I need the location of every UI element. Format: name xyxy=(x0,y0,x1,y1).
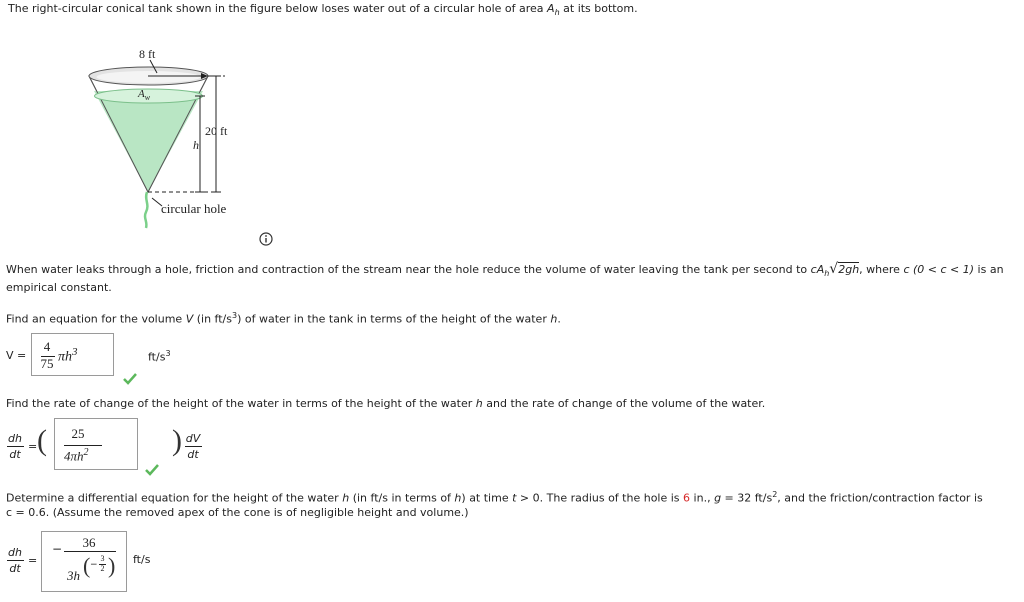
q3-prompt-line2: c = 0.6. (Assume the removed apex of the cone is of negligible height and volume.) xyxy=(6,506,469,519)
info-icon[interactable] xyxy=(259,232,273,246)
height-label: 20 ft xyxy=(205,124,228,138)
q2-correct-check-icon xyxy=(145,464,159,476)
q3-answer-box[interactable] xyxy=(41,531,127,592)
q2-prompt: Find the rate of change of the height of the water in terms of the height of the water h and the rate of change of the volume of the water. xyxy=(6,397,766,410)
q3-answer-numerator: 36 xyxy=(82,535,96,550)
q3-dt: dt xyxy=(9,562,21,575)
leak-stream xyxy=(145,192,147,228)
q2-answer-denominator: $4\pi h^2$ xyxy=(64,447,89,464)
q1-prompt: Find an equation for the volume V (in $ft/s^3$) of water in the tank in terms of the height of the water h. xyxy=(6,311,561,326)
q2-dt: dt xyxy=(9,448,21,461)
q1-answer-body: $\pi h^3$ xyxy=(58,346,78,365)
h-label: h xyxy=(193,138,199,152)
water-volume xyxy=(94,91,203,192)
intro-text: The right-circular conical tank shown in the figure below loses water out of a circular hole of area $A_h$ at its bottom. xyxy=(8,2,638,18)
q3-exp-minus: − xyxy=(90,560,98,570)
q1-answer-numerator: 4 xyxy=(43,339,51,354)
q3-exp-denominator: 2 xyxy=(100,564,105,573)
hole-radius-value: 6 xyxy=(683,491,691,505)
water-area-label: $A_w$ xyxy=(138,88,151,103)
q2-dh: dh xyxy=(8,432,22,445)
q1-lhs: V = xyxy=(6,349,27,362)
q2-left-paren: ( xyxy=(37,424,47,457)
q2-equals: = xyxy=(28,440,38,453)
q1-unit: $ft/s^3$ xyxy=(148,349,171,364)
leak-paragraph-line2: empirical constant. xyxy=(6,281,112,294)
q1-answer-denominator: 75 xyxy=(40,356,54,371)
hole-label: circular hole xyxy=(161,201,227,216)
q3-answer-denominator: 3h xyxy=(67,568,80,583)
q3-exp-left-paren: ( xyxy=(83,553,91,578)
q3-exp-numerator: 3 xyxy=(100,554,105,563)
q3-answer-minus: − xyxy=(52,542,63,556)
q3-prompt-line1: Determine a differential equation for the height of the water h (in ft/s in terms of h) at time t > 0. The radius of the hole is 6 in., g = 32 $ft/s^2$, and the friction/contraction factor is xyxy=(6,490,983,505)
q2-answer-box[interactable] xyxy=(54,418,138,470)
q3-unit: ft/s xyxy=(133,553,151,566)
leak-paragraph-line1: When water leaks through a hole, friction and contraction of the stream near the hole reduce the volume of water leaving the tank per second to $cA_h√2gh$, where c (0 < c < 1) is an xyxy=(6,261,1004,279)
q3-dh: dh xyxy=(8,546,22,559)
q1-answer-box[interactable] xyxy=(31,333,114,376)
top-radius-label: 8 ft xyxy=(139,47,156,61)
q2-dV: dV xyxy=(185,432,201,445)
q2-answer-numerator: 25 xyxy=(71,426,85,441)
q2-right-paren: ) xyxy=(172,424,182,457)
q3-exp-right-paren: ) xyxy=(108,553,116,578)
q1-correct-check-icon xyxy=(123,373,137,385)
q2-dt2: dt xyxy=(187,448,199,461)
q3-equals: = xyxy=(28,554,38,567)
